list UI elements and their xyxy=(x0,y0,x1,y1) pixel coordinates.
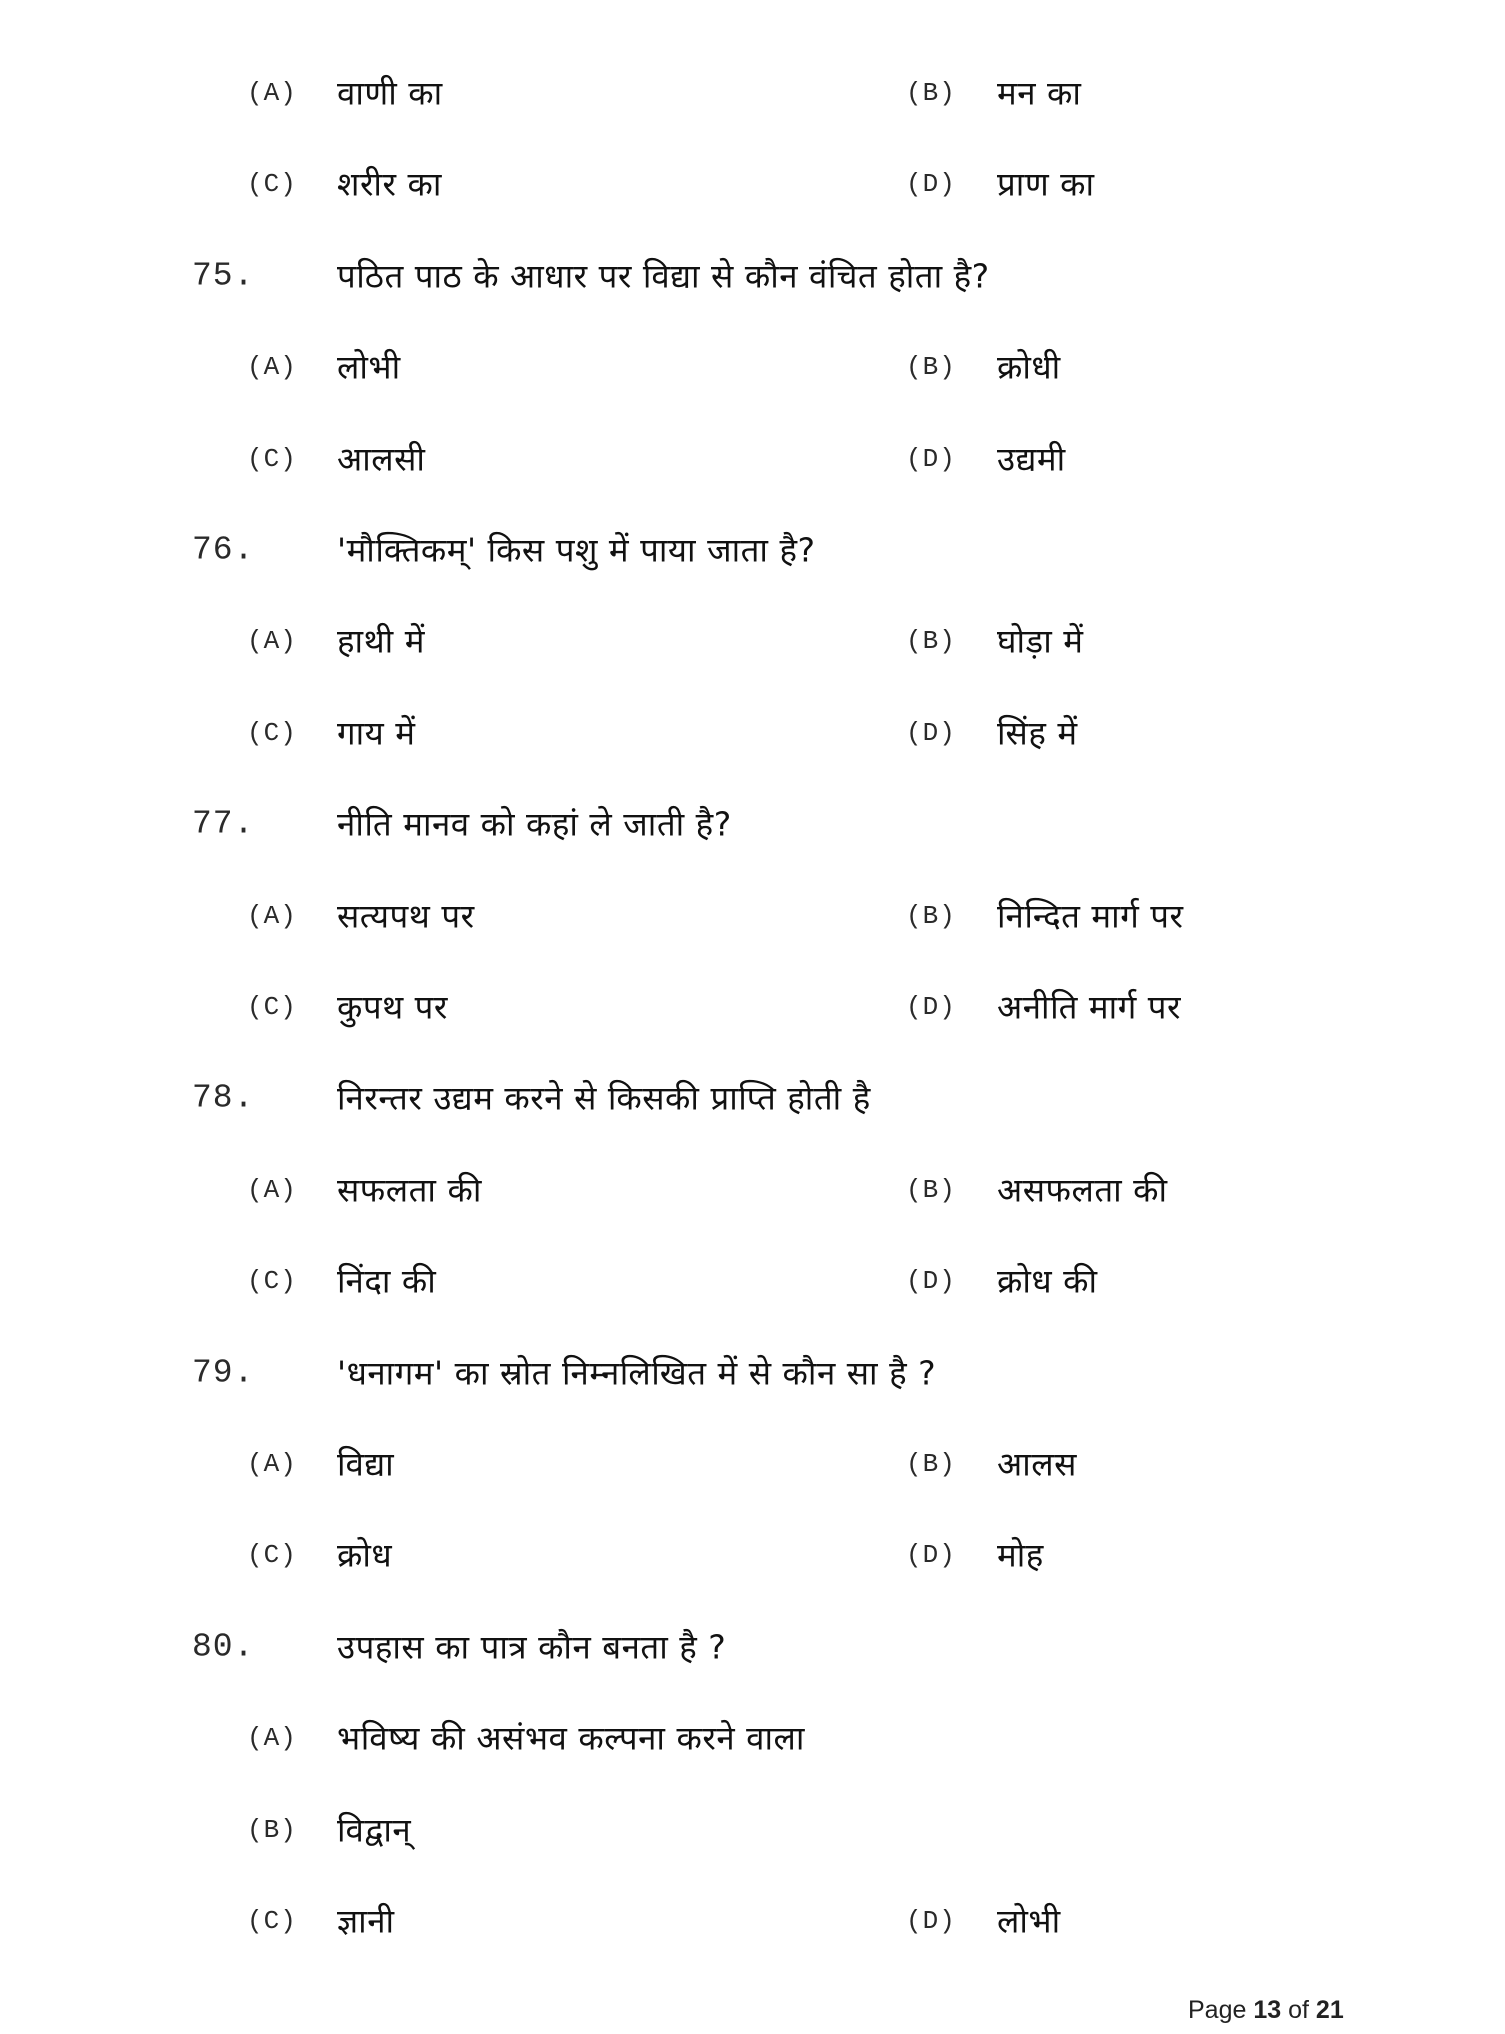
question-row xyxy=(0,1327,1505,1419)
option-label: (C) xyxy=(247,169,297,200)
question-number: 75. xyxy=(192,257,255,295)
option-text: मन का xyxy=(997,73,1082,113)
options-row xyxy=(0,961,1505,1053)
option-label: (D) xyxy=(906,992,956,1022)
question-text: निरन्तर उद्यम करने से किसकी प्राप्ति होती है xyxy=(337,1078,871,1118)
options-row xyxy=(0,1509,1505,1601)
question-number: 76. xyxy=(192,531,255,569)
options-row xyxy=(0,687,1505,779)
question-number: 80. xyxy=(192,1628,255,1666)
option-text: निंदा की xyxy=(337,1261,437,1301)
options-row xyxy=(0,595,1505,687)
options-row xyxy=(0,1875,1505,1967)
option-label: (C) xyxy=(247,1266,297,1297)
option-text: लोभी xyxy=(997,1901,1061,1941)
option-label: (D) xyxy=(906,1906,956,1936)
option-label: (B) xyxy=(247,1814,297,1845)
option-label: (C) xyxy=(247,717,297,748)
option-text: क्रोधी xyxy=(997,347,1061,387)
footer-current-page: 13 xyxy=(1253,1996,1282,2024)
option-label: (D) xyxy=(906,1266,956,1297)
option-label: (C) xyxy=(247,1540,297,1571)
option-text: असफलता की xyxy=(997,1170,1168,1210)
options-row xyxy=(0,47,1505,139)
option-label: (B) xyxy=(906,352,956,383)
option-label: (A) xyxy=(247,626,297,657)
option-text: क्रोध की xyxy=(997,1261,1098,1301)
option-label: (A) xyxy=(247,78,297,108)
question-text: पठित पाठ के आधार पर विद्या से कौन वंचित होता है? xyxy=(337,256,990,296)
option-text: भविष्य की असंभव कल्पना करने वाला xyxy=(337,1718,805,1758)
option-label: (D) xyxy=(906,169,956,200)
options-row xyxy=(0,1235,1505,1327)
options-row xyxy=(0,321,1505,413)
option-text: घोड़ा में xyxy=(997,621,1084,661)
option-text: अनीति मार्ग पर xyxy=(997,987,1182,1027)
option-label: (B) xyxy=(906,900,956,931)
question-number: 77. xyxy=(192,805,255,843)
option-text: कुपथ पर xyxy=(337,987,448,1027)
option-text: क्रोध xyxy=(337,1535,393,1575)
options-row xyxy=(0,413,1505,505)
question-row xyxy=(0,778,1505,870)
option-text: सिंह में xyxy=(997,713,1078,753)
option-text: शरीर का xyxy=(337,164,442,204)
question-row xyxy=(0,504,1505,596)
question-text: नीति मानव को कहां ले जाती है? xyxy=(337,804,732,844)
question-number: 78. xyxy=(192,1079,255,1117)
option-label: (D) xyxy=(906,717,956,748)
option-text: सफलता की xyxy=(337,1170,482,1210)
option-text: गाय में xyxy=(337,713,416,753)
option-text: उद्यमी xyxy=(997,439,1066,479)
option-label: (B) xyxy=(906,626,956,657)
options-row xyxy=(0,1144,1505,1236)
options-row xyxy=(0,1418,1505,1510)
question-text: 'धनागम' का स्रोत निम्नलिखित में से कौन सा है ? xyxy=(337,1353,937,1393)
option-text: प्राण का xyxy=(997,164,1095,204)
option-label: (C) xyxy=(247,1906,297,1936)
question-row xyxy=(0,1052,1505,1144)
option-text: सत्यपथ पर xyxy=(337,896,475,936)
option-text: विद्या xyxy=(337,1444,395,1484)
option-text: आलसी xyxy=(337,439,426,479)
option-text: वाणी का xyxy=(337,73,443,113)
question-row xyxy=(0,230,1505,322)
option-label: (B) xyxy=(906,1174,956,1205)
option-text: आलस xyxy=(997,1444,1077,1484)
option-label: (A) xyxy=(247,1723,297,1754)
footer-total-pages: 21 xyxy=(1315,1996,1344,2024)
footer-page-prefix: Page xyxy=(1188,1996,1247,2024)
option-label: (C) xyxy=(247,992,297,1022)
options-row xyxy=(0,138,1505,230)
option-label: (B) xyxy=(906,78,956,108)
options-row xyxy=(0,1692,1505,1784)
option-label: (A) xyxy=(247,1449,297,1479)
options-row xyxy=(0,870,1505,962)
option-label: (B) xyxy=(906,1449,956,1479)
option-text: लोभी xyxy=(337,347,401,387)
option-label: (D) xyxy=(906,443,956,474)
question-text: 'मौक्तिकम्' किस पशु में पाया जाता है? xyxy=(337,530,816,570)
option-label: (D) xyxy=(906,1540,956,1571)
page-number-footer xyxy=(1188,1996,1344,2025)
option-text: निन्दित मार्ग पर xyxy=(997,896,1184,936)
options-row xyxy=(0,1784,1505,1876)
question-number: 79. xyxy=(192,1354,255,1392)
question-text: उपहास का पात्र कौन बनता है ? xyxy=(337,1627,727,1667)
option-text: ज्ञानी xyxy=(337,1901,395,1941)
option-text: मोह xyxy=(997,1535,1044,1575)
option-text: विद्वान् xyxy=(337,1810,412,1850)
option-label: (A) xyxy=(247,1174,297,1205)
footer-separator: of xyxy=(1288,1996,1309,2024)
option-label: (A) xyxy=(247,352,297,383)
option-label: (A) xyxy=(247,900,297,931)
question-row xyxy=(0,1601,1505,1693)
option-text: हाथी में xyxy=(337,621,425,661)
option-label: (C) xyxy=(247,443,297,474)
